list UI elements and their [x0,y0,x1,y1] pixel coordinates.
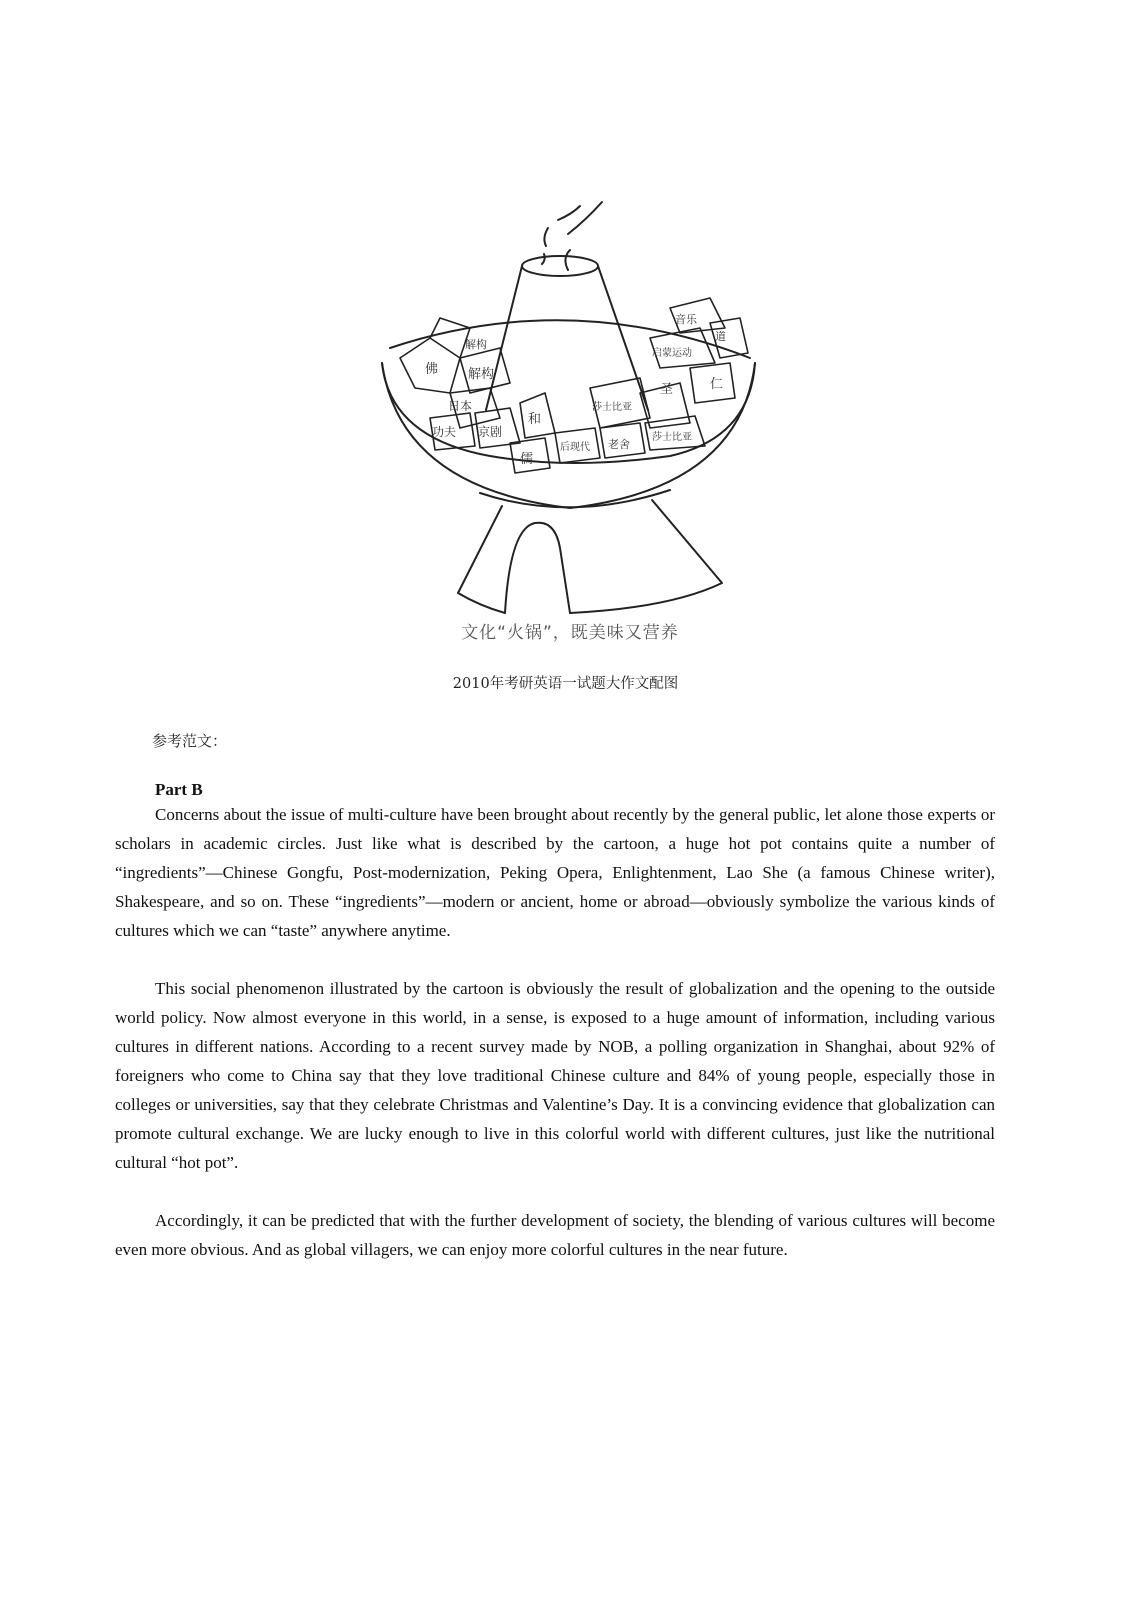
essay-paragraph: This social phenomenon illustrated by the cartoon is obviously the result of globalization and the opening to the outside world policy. Now almost everyone in this world, in a sense, is exposed to a huge amount of information, including various cultures in different nations. According to a recent survey made by NOB, a polling organization in Shanghai, about 92% of foreigners who come to China say that they love traditional Chinese culture and 84% of young people, especially those in colleges or universities, say that they celebrate Christmas and Valentine’s Day. It is a convincing evidence that globalization can promote cultural exchange. We are lucky enough to live in this colorful world with different cultures, just like the nutritional cultural “hot pot”. [115,979,995,1172]
steam-line [568,202,602,234]
essay-paragraph: Concerns about the issue of multi-culture have been brought about recently by the general public, let alone those experts or scholars in academic circles. Just like what is described by the cartoon, a huge hot pot contains quite a number of “ingredients”—Chinese Gongfu, Post-modernization, Peking Opera, Enlightenment, Lao She (a famous Chinese writer), Shakespeare, and so on. These “ingredients”—modern or ancient, home or abroad—obviously symbolize the various kinds of cultures which we can “taste” anywhere anytime. [115,805,995,940]
figure-label: 2010年考研英语一试题大作文配图 [452,676,679,692]
svg-text:后现代: 后现代 [560,442,590,453]
chimney-top [522,256,598,276]
stand-left [458,506,505,613]
steam-line [558,206,580,220]
svg-text:圣: 圣 [660,382,674,397]
cartoon-caption: 文化“火锅”，既美味又营养 [461,623,679,643]
svg-text:儒: 儒 [520,452,534,467]
steam-line [565,250,570,270]
svg-text:日本: 日本 [448,399,473,413]
svg-text:解构: 解构 [465,338,487,351]
svg-text:仁: 仁 [710,377,724,392]
svg-text:功夫: 功夫 [432,425,457,439]
hot-pot-cartoon [370,188,770,658]
svg-text:莎士比亚: 莎士比亚 [592,402,632,413]
svg-text:佛: 佛 [425,362,439,377]
chimney-right [598,266,648,410]
steam-line [542,254,545,264]
svg-text:音乐: 音乐 [675,313,697,326]
essay-paragraph: Accordingly, it can be predicted that with the further development of society, the blending of various cultures will become even more obvious. And as global villagers, we can enjoy more colorful cultures in the near future. [115,1211,995,1259]
stand-right [570,500,722,613]
svg-text:解构: 解构 [468,367,495,382]
svg-text:启蒙运动: 启蒙运动 [652,348,692,359]
svg-text:和: 和 [528,412,542,427]
part-heading: Part B [155,780,203,799]
hot-pot-drawing [370,188,770,618]
svg-text:道: 道 [715,330,726,343]
svg-text:老舍: 老舍 [608,438,630,451]
stand-arch [505,523,570,613]
svg-text:莎士比亚: 莎士比亚 [652,432,692,443]
reference-heading: 参考范文： [152,732,228,750]
essay-body [115,800,995,1293]
svg-text:京剧: 京剧 [478,425,503,439]
steam-line [544,228,548,246]
